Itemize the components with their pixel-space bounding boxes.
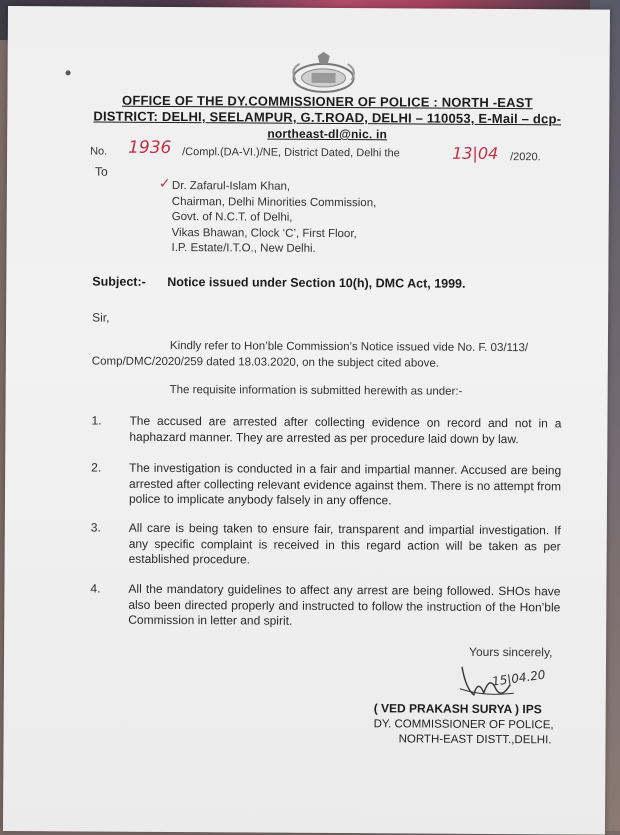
signatory-title <box>373 717 554 748</box>
signatory-title-line-2: NORTH-EAST DISTT.,DELHI. <box>398 733 552 747</box>
to-label: To <box>94 164 108 179</box>
signature-date: 15|04.20 <box>491 667 547 689</box>
heading-email: northeast-dl@nic. in <box>267 126 388 142</box>
subject-label: Subject:- <box>92 274 146 289</box>
subject-text: Notice issued under Section 10(h), DMC Act, 1999. <box>167 274 466 291</box>
heading-line-2: DISTRICT: DELHI, SEELAMPUR, G.T.ROAD, DELHI – 110053, E-Mail – dcp- <box>93 108 562 127</box>
reference-line <box>90 137 570 164</box>
item-number: 3. <box>90 520 101 535</box>
ink-dot <box>66 70 71 75</box>
intro-paragraph: Kindly refer to Hon’ble Commission’s Notice issued vide No. F. 03/113/ Comp/DMC/2020/259 dated 18.03.2020, on the subject cited above. <box>91 339 529 370</box>
office-heading <box>87 92 567 143</box>
signature <box>444 659 564 708</box>
item-text: The investigation is conducted in a fair and impartial manner. Accused are being arrested after collecting relevant evidence against them. There is no attempt from police to implicate anybody falsely in any offence. <box>128 460 562 508</box>
requisite-paragraph: The requisite information is submitted herewith as under:- <box>169 383 463 398</box>
ref-no-handwritten: 1936 <box>128 137 172 159</box>
addressee-line: Govt. of N.C.T. of Delhi, <box>171 211 293 224</box>
item-number: 1. <box>91 413 102 428</box>
ref-text: /Compl.(DA-VI.)/NE, District Dated, Delhi the <box>182 146 400 160</box>
signatory-title-line-1: DY. COMMISSIONER OF POLICE, <box>373 718 554 732</box>
closing: Yours sincerely, <box>469 644 553 660</box>
addressee-line: I.P. Estate/I.T.O., New Delhi. <box>171 242 316 255</box>
addressee-line: Dr. Zafarul-Islam Khan, <box>171 180 291 193</box>
item-number: 2. <box>91 460 102 475</box>
item-number: 4. <box>90 581 101 596</box>
ref-no-label: No. <box>90 145 108 158</box>
addressee-line: Chairman, Delhi Minorities Commission, <box>171 195 377 209</box>
addressee-line: Vikas Bhawan, Clock ‘C’, First Floor, <box>171 226 357 240</box>
police-emblem-icon <box>283 50 363 96</box>
letter-paper <box>3 6 610 835</box>
salutation: Sir, <box>92 310 110 325</box>
item-text: All the mandatory guidelines to affect any arrest are being followed. SHOs have also been directed properly and instructed to follow the instruction of the Hon’ble Commission in letter and spirit. <box>128 581 561 628</box>
item-text: The accused are arrested after collecting evidence on record and not in a haphazard manner. They are arrested as per procedure laid down by law. <box>129 413 562 446</box>
item-text: All care is being taken to ensure fair, transparent and impartial investigation. If any specific complaint is received in this regard action will be taken as per established procedure. <box>128 520 561 567</box>
subject-line <box>92 275 465 291</box>
heading-line-1: OFFICE OF THE DY.COMMISSIONER OF POLICE : NORTH -EAST <box>122 92 533 111</box>
addressee-block <box>171 179 376 258</box>
ref-year: /2020. <box>510 151 541 164</box>
check-mark-icon: ✓ <box>158 174 171 191</box>
signatory-name: ( VED PRAKASH SURYA ) IPS <box>373 701 542 717</box>
ref-date-handwritten: 13|04 <box>452 143 499 163</box>
